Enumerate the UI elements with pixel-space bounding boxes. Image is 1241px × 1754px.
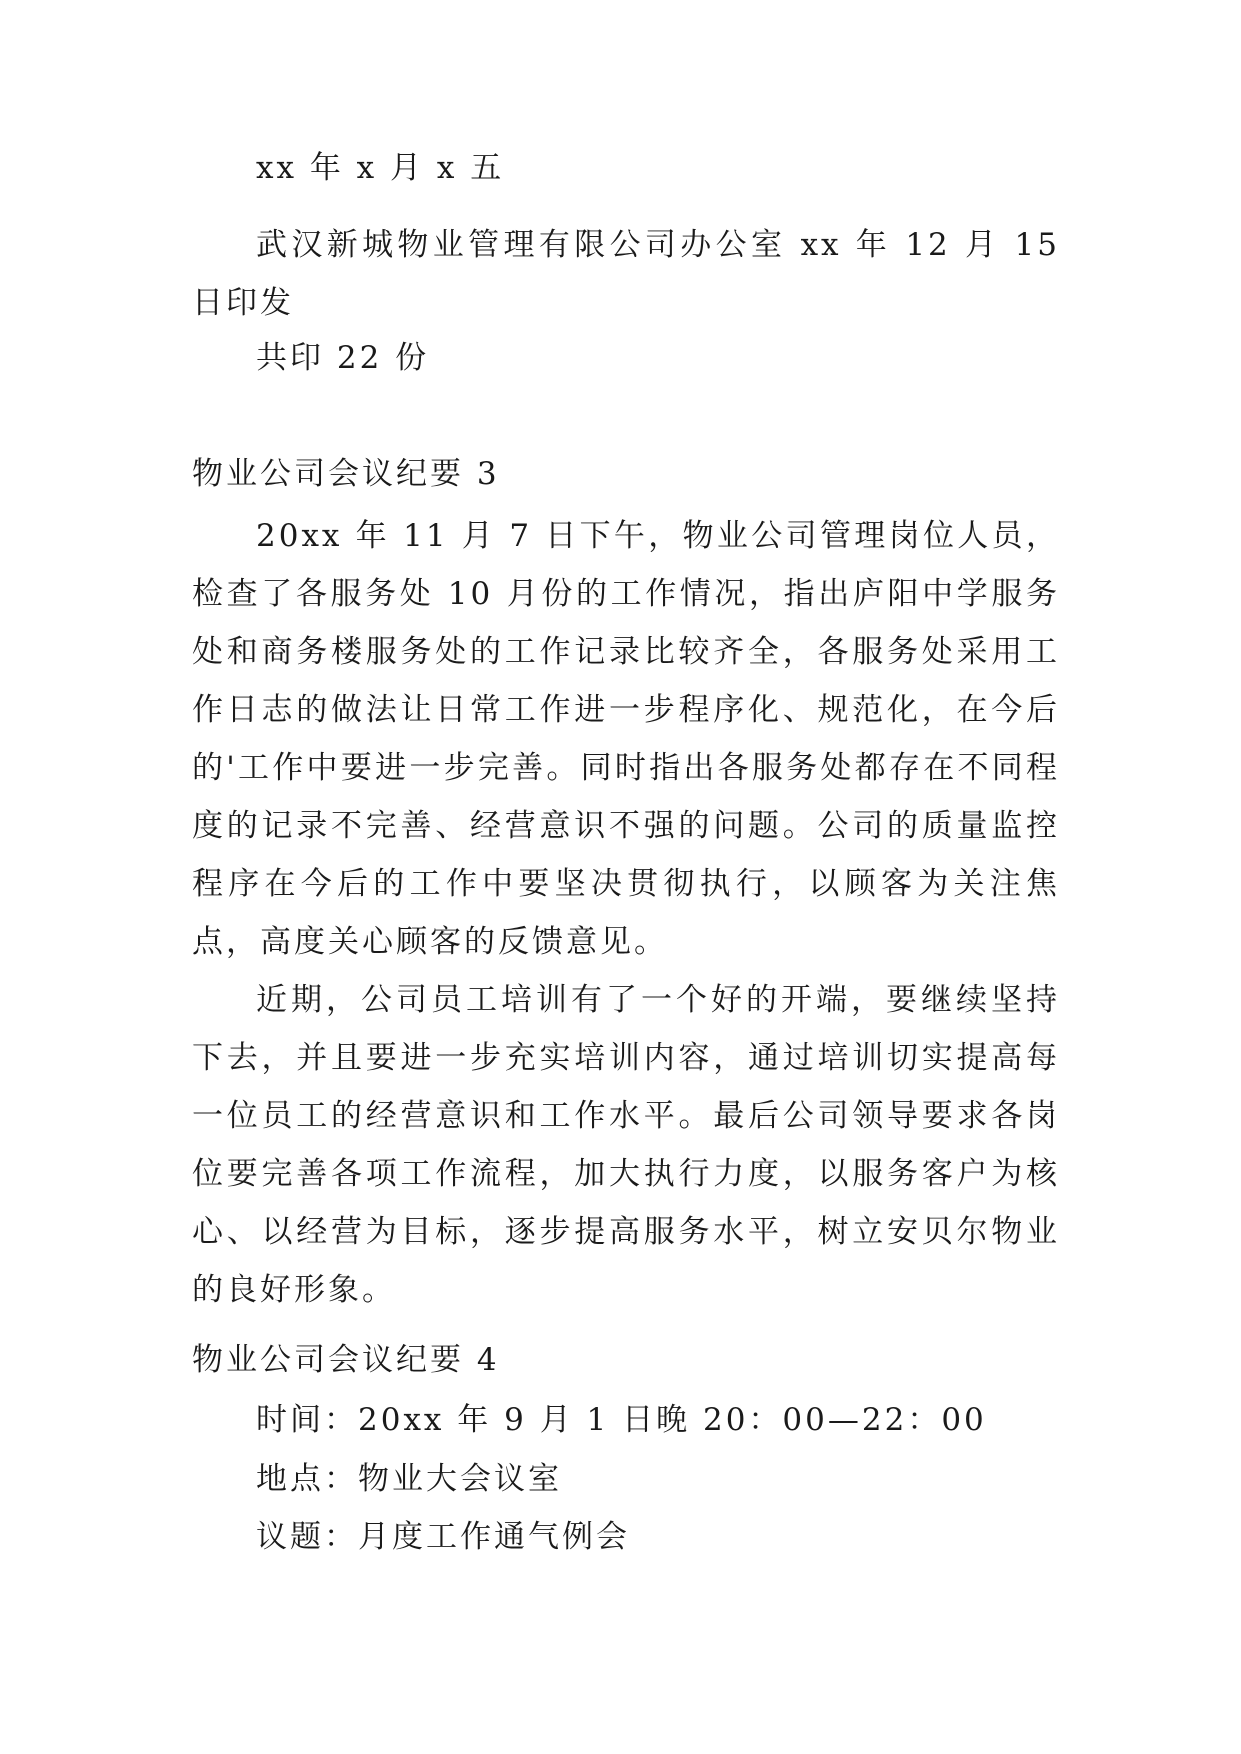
- copies-line: 共印 22 份: [256, 340, 430, 376]
- date-line: xx 年 x 月 x 五: [256, 150, 505, 186]
- section-3-title: 物业公司会议纪要 3: [192, 456, 500, 492]
- meeting-place: 地点：物业大会议室: [256, 1461, 562, 1497]
- section-3-paragraph-1: 20xx 年 11 月 7 日下午，物业公司管理岗位人员，检查了各服务处 10 月份的工作情况，指出庐阳中学服务处和商务楼服务处的工作记录比较齐全，各服务处采用工作日志的做法让日常工作进一步程序化、规范化，在今后的'工作中要进一步完善。同时指出各服务处都存在不同程度的记录不完善、经营意识不强的问题。公司的质量监控程序在今后的工作中要坚决贯彻执行，以顾客为关注焦点，高度关心顾客的反馈意见。: [192, 518, 1060, 960]
- section-3-paragraph-2: 近期，公司员工培训有了一个好的开端，要继续坚持下去，并且要进一步充实培训内容，通过培训切实提高每一位员工的经营意识和工作水平。最后公司领导要求各岗位要完善各项工作流程，加大执行力度，以服务客户为核心、以经营为目标，逐步提高服务水平，树立安贝尔物业的良好形象。: [192, 982, 1060, 1308]
- meeting-time: 时间：20xx 年 9 月 1 日晚 20：00—22：00: [256, 1402, 987, 1438]
- section-4-title: 物业公司会议纪要 4: [192, 1342, 500, 1378]
- issuer-line: 武汉新城物业管理有限公司办公室 xx 年 12 月 15 日印发: [192, 227, 1060, 321]
- meeting-topic: 议题：月度工作通气例会: [256, 1519, 630, 1555]
